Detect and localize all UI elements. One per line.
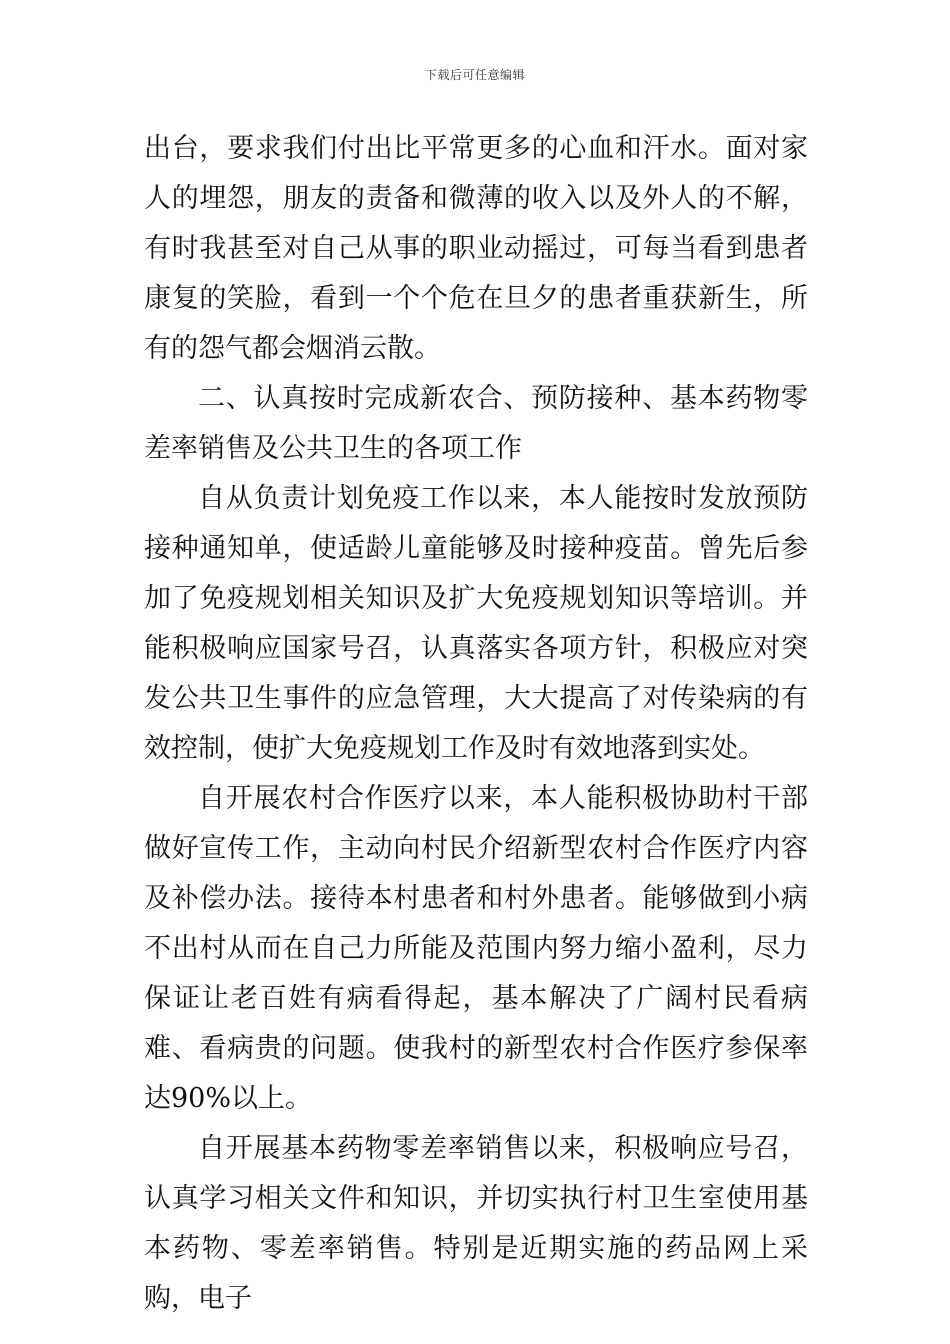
paragraph-zero-margin-drugs: 自开展基本药物零差率销售以来，积极响应号召，认真学习相关文件和知识，并切实执行村卫生室使用基本药物、零差率销售。特别是近期实施的药品网上采购，电子 bbox=[144, 1133, 808, 1314]
document-body bbox=[144, 124, 808, 1324]
paragraph-cooperative-medical: 自开展农村合作医疗以来，本人能积极协助村干部做好宣传工作，主动向村民介绍新型农村合作医疗内容及补偿办法。接待本村患者和村外患者。能够做到小病不出村从而在自己力所能及范围内努力缩小盈利，尽力保证让老百姓有病看得起，基本解决了广阔村民看病难、看病贵的问题。使我村的新型农村合作医疗参保率达90%以上。 bbox=[144, 783, 808, 1114]
page-header-note: 下载后可任意编辑 bbox=[424, 68, 525, 82]
paragraph-1: 出台，要求我们付出比平常更多的心血和汗水。面对家人的埋怨，朋友的责备和微薄的收入以及外人的不解，有时我甚至对自己从事的职业动摇过，可每当看到患者康复的笑脸，看到一个个危在旦夕的患者重获新生，所有的怨气都会烟消云散。 bbox=[144, 133, 808, 364]
paragraph-immunization: 自从负责计划免疫工作以来，本人能按时发放预防接种通知单，使适龄儿童能够及时接种疫苗。曾先后参加了免疫规划相关知识及扩大免疫规划知识等培训。并能积极响应国家号召，认真落实各项方针，积极应对突发公共卫生事件的应急管理，大大提高了对传染病的有效控制，使扩大免疫规划工作及时有效地落到实处。 bbox=[144, 483, 808, 764]
section-heading-2: 二、认真按时完成新农合、预防接种、基本药物零差率销售及公共卫生的各项工作 bbox=[144, 383, 808, 464]
